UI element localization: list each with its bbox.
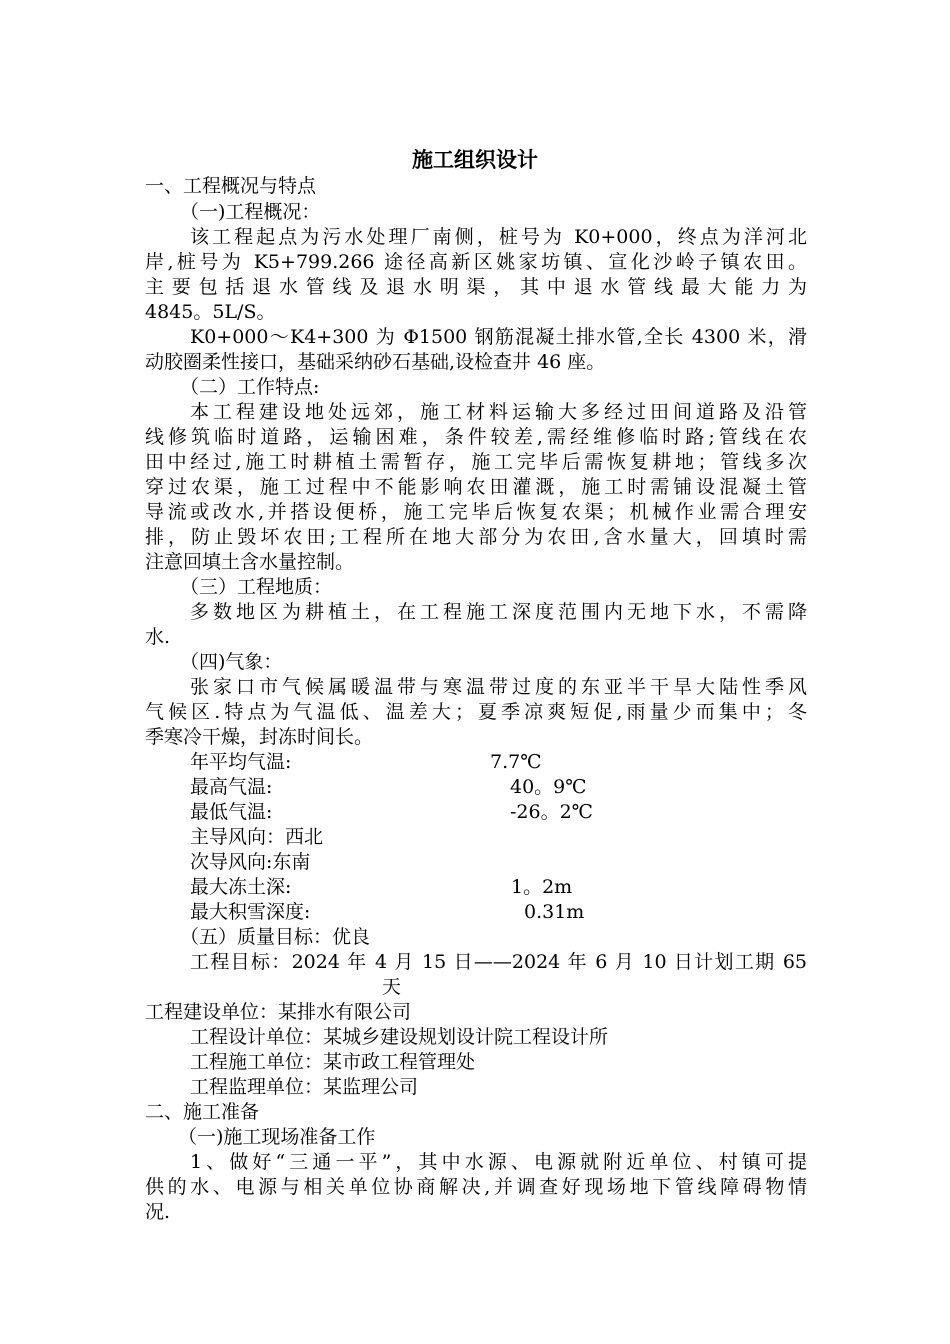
features-line: 穿过农渠，施工过程中不能影响农田灌溉，施工时需铺设混凝土管 [145,476,807,498]
climate-label-secondary-wind: 次导风向:东南 [190,851,311,873]
geology-line: 水. [145,626,171,648]
site-prep-line: 供的水、电源与相关单位协商解决,并调查好现场地下管线障碍物情 [145,1176,807,1198]
owner-unit: 工程建设单位：某排水有限公司 [145,1001,412,1023]
section-1-heading: 一、工程概况与特点 [145,175,317,197]
features-line: 注意回填土含水量控制。 [145,551,355,573]
climate-value-min-temp: -26。2℃ [510,801,593,823]
subsection-quality-heading: （五）质量目标：优良 [180,926,371,948]
overview-line: 4845。5L/S。 [145,301,276,323]
site-prep-line: 1、做好“三通一平”，其中水源、电源就附近单位、村镇可提 [190,1151,807,1173]
features-line: 线修筑临时道路，运输困难，条件较差,需经维修临时路;管线在农 [145,426,807,448]
overview-line: 该工程起点为污水处理厂南侧，桩号为 K0+000，终点为洋河北 [190,226,807,248]
climate-value-max-temp: 40。9℃ [510,776,587,798]
climate-value-frost-depth: 1。2m [511,876,573,898]
schedule-line: 工程目标：2024 年 4 月 15 日——2024 年 6 月 10 日计划工期 65 [190,951,807,973]
section-2-heading: 二、施工准备 [145,1101,260,1123]
construction-unit: 工程施工单位：某市政工程管理处 [190,1051,476,1073]
site-prep-line: 况. [145,1201,171,1223]
subsection-features-heading: （二）工作特点: [180,376,320,398]
subsection-climate-heading: （四)气象： [180,651,283,673]
climate-line: 张家口市气候属暖温带与寒温带过度的东亚半干旱大陆性季风 [190,676,807,698]
subsection-site-prep-heading: （一)施工现场准备工作 [178,1126,376,1148]
overview-line: 主要包括退水管线及退水明渠，其中退水管线最大能力为 [145,276,807,298]
climate-label-frost-depth: 最大冻土深: [190,876,292,898]
geology-line: 多数地区为耕植土，在工程施工深度范围内无地下水，不需降 [190,601,807,623]
climate-label-max-temp: 最高气温: [190,776,273,798]
features-line: 排，防止毁坏农田;工程所在地大部分为农田,含水量大，回填时需 [145,526,807,548]
pipe-line: 动胶圈柔性接口，基础采纳砂石基础,设检查井 46 座。 [145,351,606,373]
climate-label-snow-depth: 最大积雪深度: [190,901,311,923]
climate-line: 季寒冷干燥，封冻时间长。 [145,726,374,748]
schedule-line-continued: 天 [382,976,402,998]
climate-value-annual-temp: 7.7℃ [490,751,542,773]
subsection-geology-heading: （三）工程地质： [180,576,333,598]
pipe-line: K0+000～K4+300 为 Φ1500 钢筋混凝土排水管,全长 4300 米，滑 [190,326,807,348]
climate-label-annual-temp: 年平均气温: [190,751,292,773]
features-line: 田中经过,施工时耕植土需暂存，施工完毕后需恢复耕地；管线多次 [145,451,807,473]
features-line: 本工程建设地处远郊，施工材料运输大多经过田间道路及沿管 [190,401,807,423]
supervision-unit: 工程监理单位：某监理公司 [190,1076,419,1098]
design-unit: 工程设计单位：某城乡建设规划设计院工程设计所 [190,1026,609,1048]
climate-label-min-temp: 最低气温: [190,801,273,823]
climate-label-main-wind: 主导风向：西北 [190,826,324,848]
subsection-overview-heading: （一)工程概况： [180,201,321,223]
climate-value-snow-depth: 0.31m [524,901,585,923]
features-line: 导流或改水,并搭设便桥，施工完毕后恢复农渠；机械作业需合理安 [145,501,807,523]
overview-line: 岸,桩号为 K5+799.266 途径高新区姚家坊镇、宣化沙岭子镇农田。 [145,251,807,273]
document-title: 施工组织设计 [412,147,538,172]
climate-line: 气候区.特点为气温低、温差大；夏季凉爽短促,雨量少而集中；冬 [145,701,807,723]
